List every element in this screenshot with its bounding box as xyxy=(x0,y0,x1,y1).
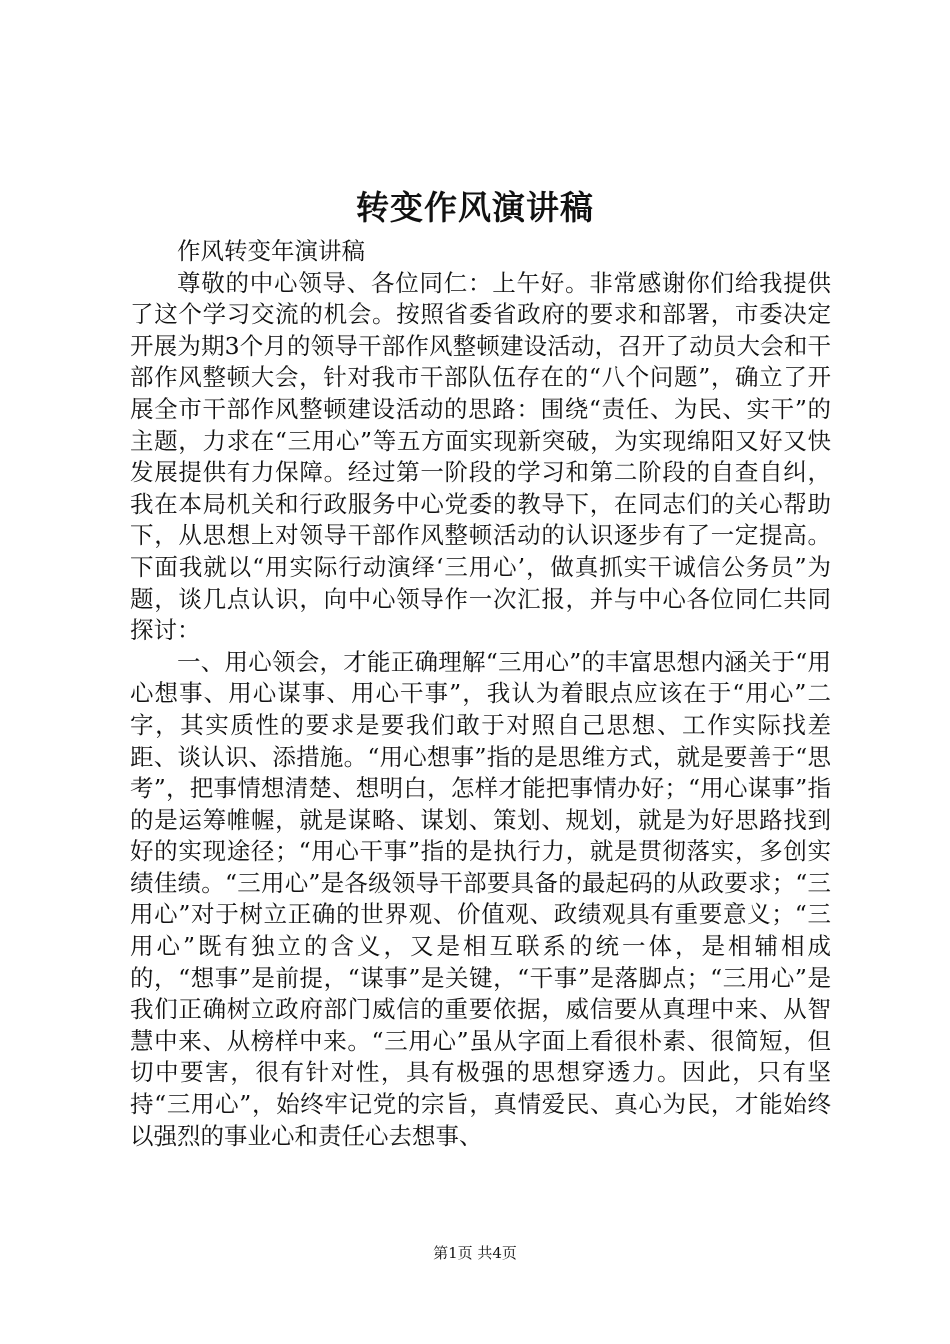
intro-paragraph: 尊敬的中心领导、各位同仁：上午好。非常感谢你们给我提供了这个学习交流的机会。按照省委省政府的要求和部署，市委决定开展为期3个月的领导干部作风整顿建设活动，召开了动员大会和干部作风整顿大会，针对我市干部队伍存在的“八个问题”，确立了开展全市干部作风整顿建设活动的思路：围绕“责任、为民、实干”的主题，力求在“三用心”等五方面实现新突破，为实现绵阳又好又快发展提供有力保障。经过第一阶段的学习和第二阶段的自查自纠，我在本局机关和行政服务中心党委的教导下，在同志们的关心帮助下，从思想上对领导干部作风整顿活动的认识逐步有了一定提高。下面我就以“用实际行动演绎‘三用心’，做真抓实干诚信公务员”为题，谈几点认识，向中心领导作一次汇报，并与中心各位同仁共同探讨： xyxy=(130,268,831,645)
section-one-paragraph: 一、用心领会，才能正确理解“三用心”的丰富思想内涵关于“用心想事、用心谋事、用心干事”，我认为着眼点应该在于“用心”二字，其实质性的要求是要我们敢于对照自己思想、工作实际找差距、谈认识、添措施。“用心想事”指的是思维方式，就是要善于“思考”，把事情想清楚、想明白，怎样才能把事情办好；“用心谋事”指的是运筹帷幄，就是谋略、谋划、策划、规划，就是为好思路找到好的实现途径；“用心干事”指的是执行力，就是贯彻落实，多创实绩佳绩。“三用心”是各级领导干部要具备的最起码的从政要求；“三用心”对于树立正确的世界观、价值观、政绩观具有重要意义；“三用心”既有独立的含义，又是相互联系的统一体，是相辅相成的，“想事”是前提，“谋事”是关键，“干事”是落脚点；“三用心”是我们正确树立政府部门威信的重要依据，威信要从真理中来、从智慧中来、从榜样中来。“三用心”虽从字面上看很朴素、很简短，但切中要害，很有针对性，具有极强的思想穿透力。因此，只有坚持“三用心”，始终牢记党的宗旨，真情爱民、真心为民，才能始终以强烈的事业心和责任心去想事、 xyxy=(130,647,831,1150)
document-body xyxy=(130,236,831,1152)
document-title: 转变作风演讲稿 xyxy=(356,188,594,227)
subtitle-paragraph: 作风转变年演讲稿 xyxy=(177,237,365,265)
page-number-footer: 第1页 共4页 xyxy=(433,1244,517,1262)
